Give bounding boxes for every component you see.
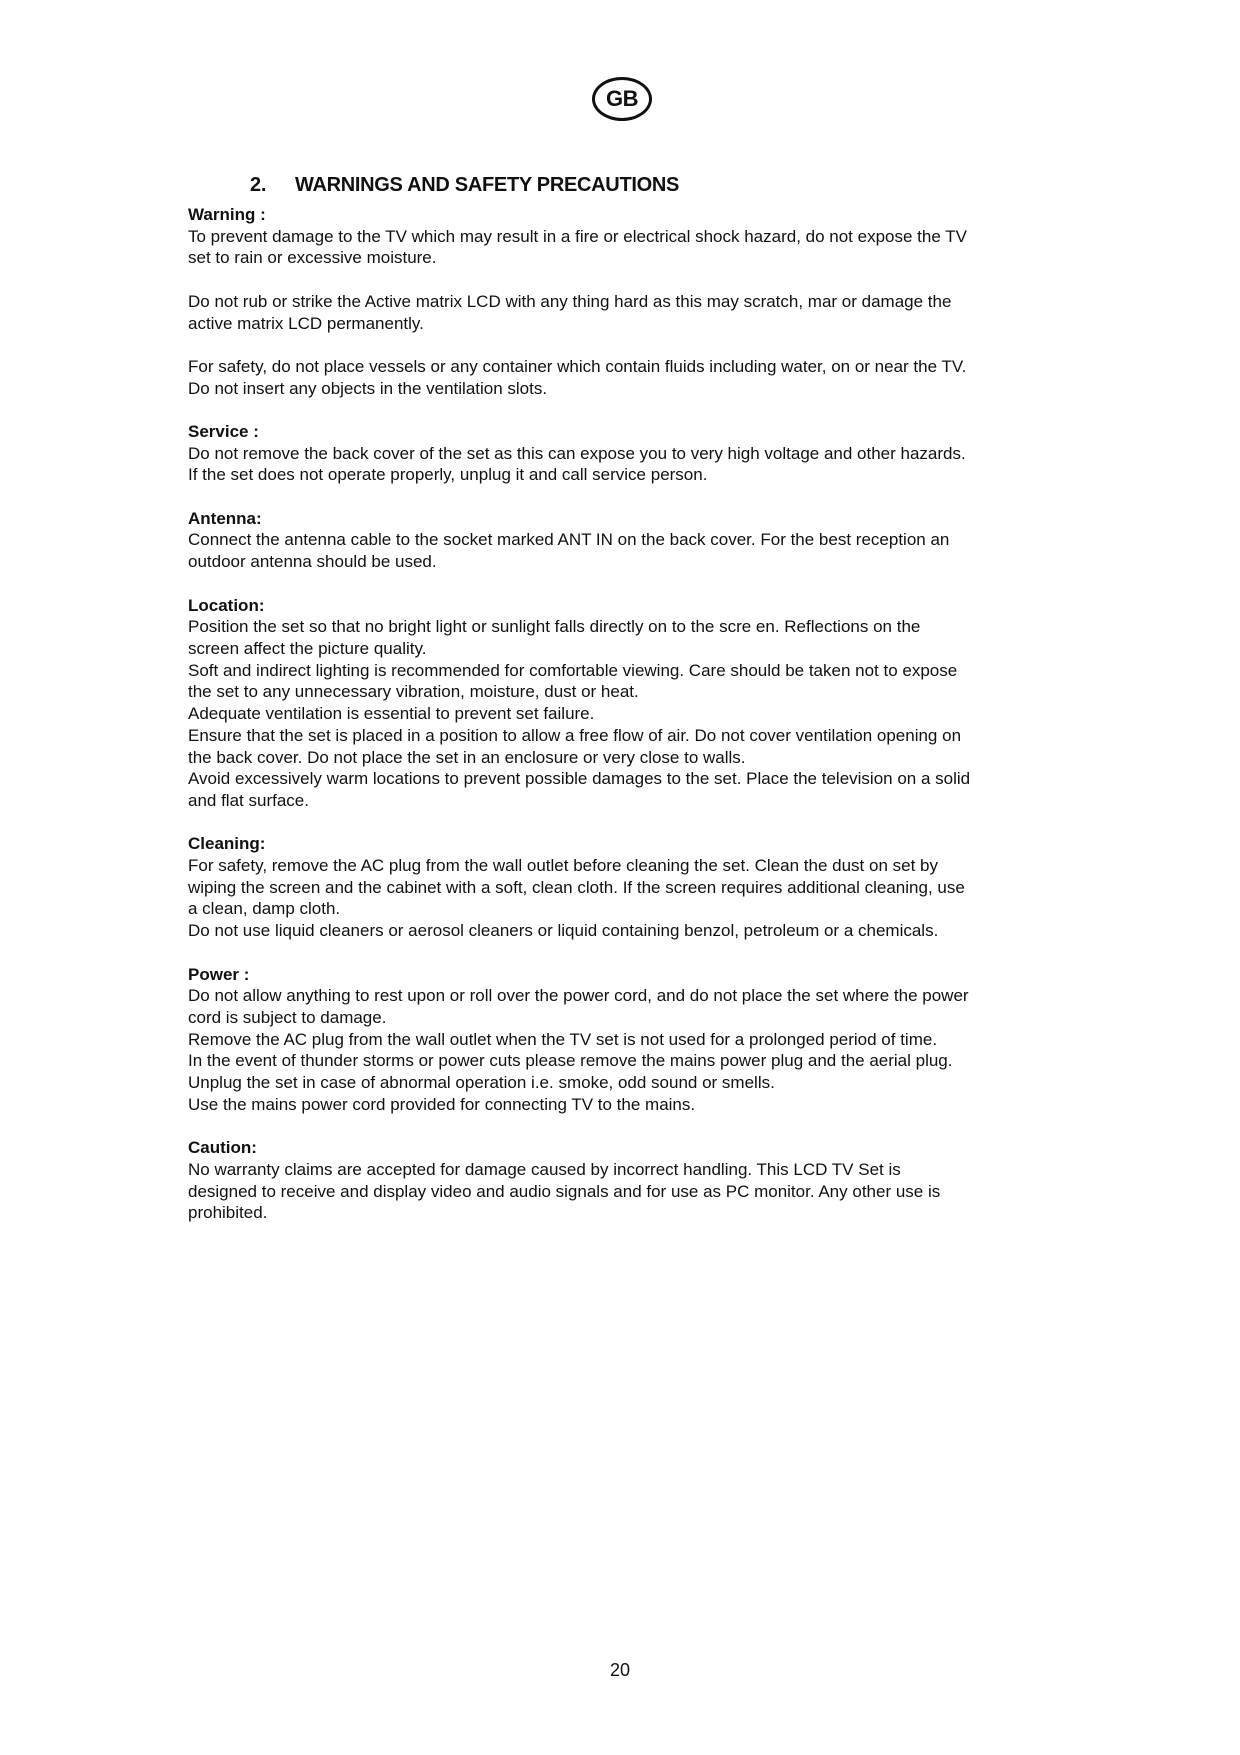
text-line: prohibited. [188,1203,268,1223]
power-section [188,964,1068,1116]
section-gap [188,1115,1068,1137]
text-line: and flat surface. [188,790,309,810]
location-title: Location: [188,595,265,615]
text-line: active matrix LCD permanently. [188,313,424,333]
text-line: In the event of thunder storms or power cuts please remove the mains power plug and the aerial plug. [188,1051,953,1071]
paragraph-gap [188,269,1068,291]
text-line: For safety, remove the AC plug from the wall outlet before cleaning the set. Clean the dust on set by [188,856,938,875]
text-line: Do not insert any objects in the ventilation slots. [188,378,548,398]
text-line: Connect the antenna cable to the socket marked ANT IN on the back cover. For the best reception an [188,530,950,550]
section-gap [188,573,1068,595]
location-section [188,595,1068,812]
text-line: set to rain or excessive moisture. [188,248,437,268]
antenna-title: Antenna: [188,508,262,528]
cleaning-section [188,833,1068,942]
text-line: Avoid excessively warm locations to prevent possible damages to the set. Place the television on a solid [188,769,971,789]
caution-section [188,1137,1068,1224]
service-section [188,421,1068,486]
section-heading [250,174,679,197]
caution-title: Caution: [188,1138,257,1158]
text-line: the set to any unnecessary vibration, moisture, dust or heat. [188,682,639,702]
service-title: Service : [188,421,259,441]
text-line: If the set does not operate properly, unplug it and call service person. [188,465,708,485]
text-line: a clean, damp cloth. [188,899,341,919]
warning-section [188,204,1068,399]
text-line: For safety, do not place vessels or any container which contain fluids including water, on or near the TV. [188,356,967,376]
text-line: Unplug the set in case of abnormal operation i.e. smoke, odd sound or smells. [188,1073,775,1093]
text-line: cord is subject to damage. [188,1007,387,1027]
paragraph-gap [188,334,1068,356]
text-line: Adequate ventilation is essential to prevent set failure. [188,704,595,724]
document-body [188,204,1068,1224]
text-line: screen affect the picture quality. [188,638,427,658]
text-line: the back cover. Do not place the set in an enclosure or very close to walls. [188,747,746,767]
section-gap [188,942,1068,964]
power-title: Power : [188,964,250,984]
page-number: 20 [609,1660,631,1680]
text-line: Do not allow anything to rest upon or roll over the power cord, and do not place the set where the power [188,986,969,1006]
text-line: Use the mains power cord provided for connecting TV to the mains. [188,1094,696,1114]
section-title: WARNINGS AND SAFETY PRECAUTIONS [295,174,680,196]
text-line: Remove the AC plug from the wall outlet when the TV set is not used for a prolonged period of time. [188,1029,938,1049]
section-gap [188,812,1068,834]
warning-title: Warning : [188,205,266,224]
antenna-section [188,508,1068,573]
text-line: designed to receive and display video and audio signals and for use as PC monitor. Any other use is [188,1181,941,1201]
text-line: Do not remove the back cover of the set as this can expose you to very high voltage and other hazards. [188,443,966,463]
text-line: No warranty claims are accepted for damage caused by incorrect handling. This LCD TV Set is [188,1159,901,1179]
section-number: 2. [250,174,267,196]
text-line: outdoor antenna should be used. [188,552,437,572]
text-line: Ensure that the set is placed in a position to allow a free flow of air. Do not cover ventilation opening on [188,725,962,745]
section-gap [188,399,1068,421]
section-gap [188,486,1068,508]
text-line: Do not use liquid cleaners or aerosol cleaners or liquid containing benzol, petroleum or a chemicals. [188,921,939,941]
text-line: Soft and indirect lighting is recommended for comfortable viewing. Care should be taken not to expose [188,660,958,680]
text-line: To prevent damage to the TV which may result in a fire or electrical shock hazard, do not expose the TV [188,226,967,246]
gb-language-badge: GB [592,77,652,121]
text-line: Position the set so that no bright light or sunlight falls directly on to the scre en. Reflections on the [188,617,921,637]
text-line: wiping the screen and the cabinet with a soft, clean cloth. If the screen requires additional cleaning, use [188,877,965,897]
text-line: Do not rub or strike the Active matrix LCD with any thing hard as this may scratch, mar or damage the [188,291,952,311]
cleaning-title: Cleaning: [188,834,266,854]
